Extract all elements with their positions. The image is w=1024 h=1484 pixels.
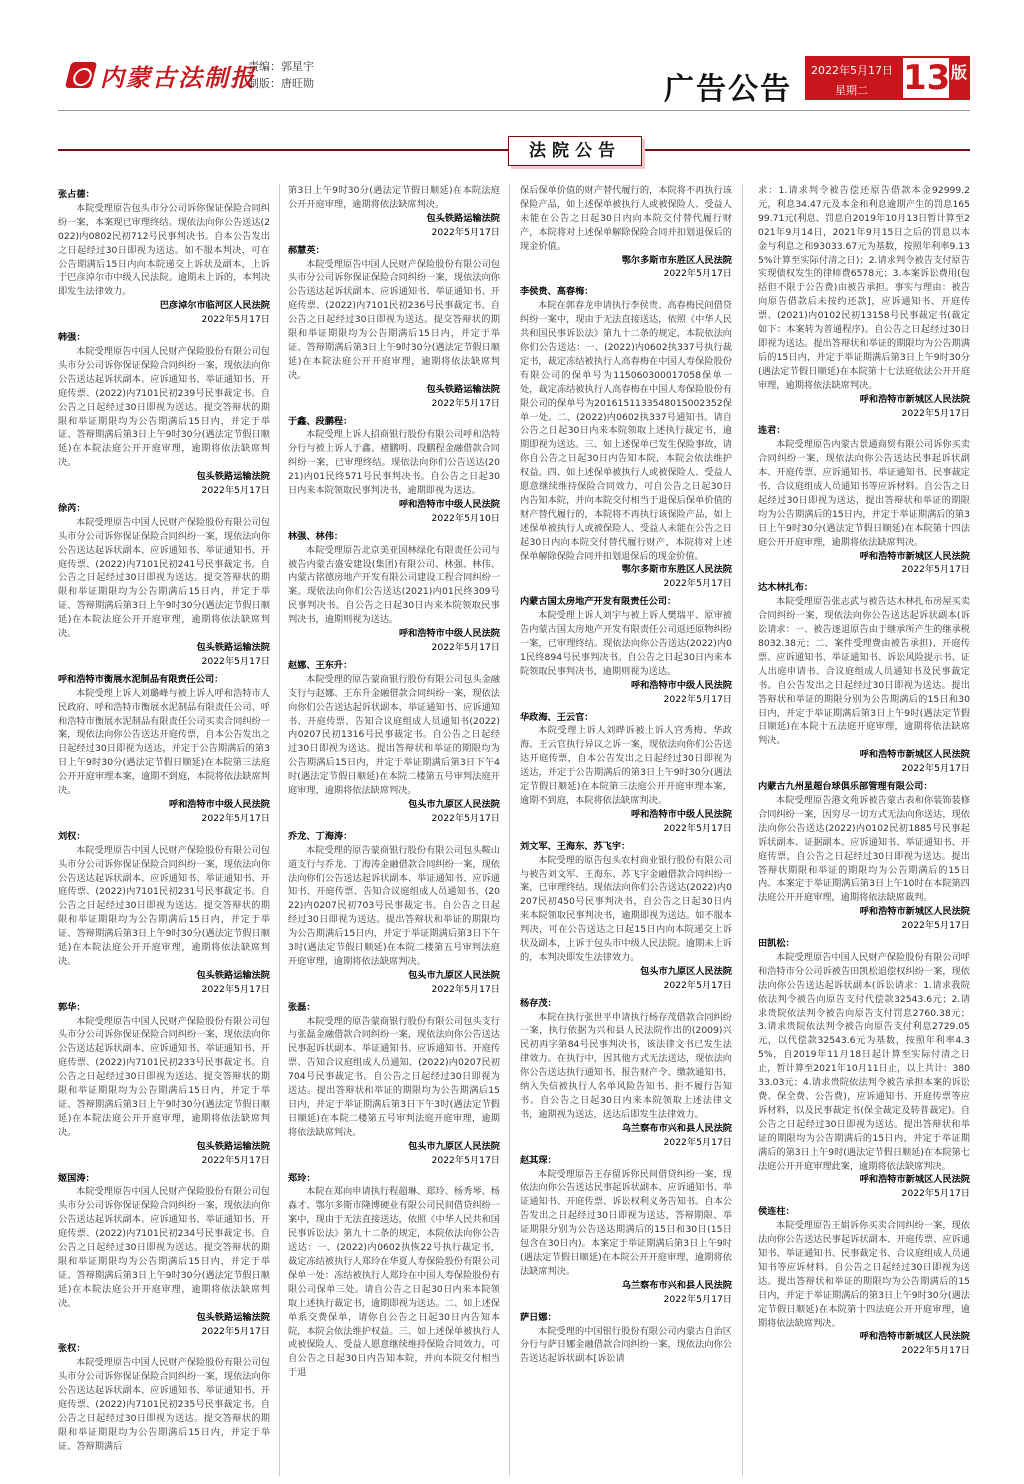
notice-body: 本院受理原告中国人民财产保险股份有限公司包头市分公司诉你保证保险合同纠纷一案，现依法向你公告送达起诉状副本、应诉通知书、举证通知书、开庭传票、(2022)内7101民初231号民事裁定书。自公告之日起经过30日即视为送达。提交答辩状的期限和举证期限均为公告期满后15日内，并定于举证、答辩期满后第3日上午9时30分(遇法定节假日顺延)在本院法庭公开开庭审理，逾期将依法缺席判决。 — [58, 844, 270, 967]
notice-recipient: 刘权： — [58, 830, 86, 842]
notice-date: 2022年5月17日 — [901, 920, 970, 932]
notice-date: 2022年5月17日 — [201, 1154, 270, 1166]
section-banner — [58, 134, 970, 168]
notice-body: 本院受理上诉人刘宇与被上诉人樊瑞平、原审被告内蒙古国太房地产开发有限责任公司返还原物纠纷一案，已审理终结。现依法向你公告送达(2022)内01民终894号民事判决书。自公告之日起30日内来本院领取民事判决书，逾期则视为送达。 — [520, 610, 732, 677]
issue-date: 2022年5月17日 — [811, 64, 893, 77]
notice-date: 2022年5月17日 — [663, 268, 732, 280]
issuing-court: 呼和浩特市新城区人民法院 — [859, 906, 970, 918]
issuing-court: 呼和浩特市中级人民法院 — [168, 798, 270, 810]
notice-date: 2022年5月17日 — [201, 812, 270, 824]
newspaper-masthead — [68, 58, 256, 92]
notice-date: 2022年5月10日 — [431, 512, 500, 524]
notice-body: 保后保单价值的财产替代履行的，本院将不再执行该保险产品，如上述保单被执行人或被保险人、受益人未能在公告之日起30日内向本院交付替代履行财产，本院将对上述保单解除保险合同并扣划退保后的现金价值。 — [520, 185, 732, 252]
notice-body: 本院受理原告内蒙古景通商贸有限公司诉你买卖合同纠纷一案，现依法向你公告送达民事起诉状副本、开庭传票、应诉通知书、举证通知书、民事裁定书、合议庭组成人员通知书等应诉材料。自公告之日起经过30日即视为送达，提出答辩状和举证的期限均为公告期满后的15日内，并定于举证期满后的第3日上午9时30分(遇法定节假日顺延)在本院第十四法庭公开开庭审理，逾期将依法缺席判决。 — [758, 439, 970, 548]
layout-maker: 制版：唐旺勋 — [248, 77, 314, 90]
page-unit: 版 — [951, 63, 968, 82]
notice-recipient: 徐芮： — [58, 502, 86, 514]
notice-date: 2022年5月17日 — [201, 485, 270, 497]
page-number: 13 — [903, 58, 951, 98]
notice-recipient: 内蒙古九州星超台球俱乐部管理有限公司： — [758, 781, 933, 793]
issuing-court: 鄂尔多斯市东胜区人民法院 — [621, 254, 732, 266]
notice-body: 本院受理原告中国人民财产保险股份有限公司呼和浩特市分公司诉被告田凯松追偿权纠纷一案，现依法向你公告送达起诉状副本(诉讼请求：1.请求我院依法判令被告向原告支付代偿款32543.6元；2.请求贵院依法判令被告向原告支付罚息2760.38元；3.请求贵院依法判令被告向原告支付利息2729.05元，以代偿款32543.6元为基数，按照年利率4.35%，自2019年11月18日起计算至实际付清之日止，暂计算至2021年10月11日止，以上共计：38033.03元；4.请求贵院依法判令被告承担本案的诉讼费、保全费、公告费)，应诉通知书、开庭传票等应诉材料，以及民事裁定书(保全裁定及转普裁定)。自公告之日起经过30日即视为送达。提出答辩状和举证的期限均为公告期满后的15日内，并定于举证期满后的第3日上午9时(遇法定节假日顺延)在本院第七法庭公开开庭审理此案，逾期将依法缺席判决。 — [758, 951, 970, 1172]
issuing-court: 包头铁路运输法院 — [196, 969, 270, 981]
notice-recipient: 于鑫、段鹏程： — [288, 415, 353, 427]
issuing-court: 巴彦淖尔市临河区人民法院 — [159, 300, 270, 312]
issuing-court: 包头铁路运输法院 — [426, 212, 500, 224]
issuing-court: 包头市九原区人民法院 — [408, 969, 500, 981]
notice-date: 2022年5月17日 — [431, 812, 500, 824]
notice-recipient: 张权： — [58, 1343, 86, 1355]
notice-recipient: 内蒙古国太房地产开发有限责任公司： — [520, 596, 677, 608]
issuing-court: 乌兰察布市兴和县人民法院 — [621, 1279, 732, 1291]
issuing-court: 包头铁路运输法院 — [196, 642, 270, 653]
notice-date: 2022年5月17日 — [663, 979, 732, 991]
notice-recipient: 赵娜、王东升： — [288, 659, 353, 671]
issuing-court: 包头铁路运输法院 — [426, 383, 500, 395]
notice-body: 本院受理原告王存留诉你民间借贷纠纷一案，现依法向你公告送达民事起诉状副本、应诉通知书、举证通知书、开庭传票、诉讼权利义务告知书。自本公告发出之日起经过30日即视为送达，答辩期限、举证期限分别为公告送达期满后的15日和30日(15日包含在30日内)。本案定于举证期满后第3日上午9时(遇法定节假日顺延)在本院公开开庭审理，逾期将依法缺席判决。 — [520, 1168, 732, 1277]
issuing-court: 包头铁路运输法院 — [196, 471, 270, 483]
date-page-box — [805, 56, 970, 100]
notice-recipient: 萨日娜： — [520, 1311, 557, 1323]
notice-body: 本院在郑向申请执行程超琳、郑玲、杨秀琴、杨淼才、鄂尔多斯市隆博硬业有限公司民间借贷纠纷一案中，现由于无法直接送达，依照《中华人民共和国民事诉讼法》第九十二条的规定，本院依法向你公告送达：一、(2022)内0602执恢22号执行裁定书，裁定冻结被执行人郑玲在华夏人寿保险股份有限公司保单一处：冻结被执行人郑玲在中国人寿保险股份有限公司保单三处。请自公告之日起30日内来本院领取上述执行裁定书，逾期即视为送达。二、如上述保单系交费保单，请你自公告之日起30日内告知本院，本院会依法维护权益。三、如上述保单被执行人或被保险人、受益人愿意继续维持保险合同效力，可自公告之日起30日内告知本院，并向本院交付相当于退 — [288, 1186, 500, 1379]
notice-date: 2022年5月17日 — [901, 1188, 970, 1200]
notice-recipient: 郑玲： — [288, 1172, 316, 1184]
notice-recipient: 呼和浩特市衡展水泥制品有限责任公司： — [58, 673, 224, 685]
issuing-court: 呼和浩特市中级人民法院 — [630, 679, 732, 691]
issuing-court: 呼和浩特市中级人民法院 — [398, 628, 500, 640]
notice-body: 本院受理的中国银行股份有限公司内蒙古自治区分行与萨日娜金融借款合同纠纷一案，现依法向你公告送达起诉状副本[诉讼请 — [520, 1325, 732, 1365]
notice-recipient: 张占德： — [58, 189, 95, 200]
notice-body: 本院受理上诉人招商银行股份有限公司呼和浩特分行与被上诉人于鑫、褚鹏明、段鹏程金融借款合同纠纷一案，已审理终结。现依法向你们公告送达(2021)内01民终571号民事判决书。自公告之日起30日内来本院领取民事判决书，逾期即视为送达。 — [288, 429, 500, 497]
notice-recipient: 刘文军、王海东、苏飞宇： — [520, 840, 631, 852]
issuing-court: 包头市九原区人民法院 — [408, 1140, 500, 1152]
notice-recipient: 华政海、王云官： — [520, 711, 594, 723]
page-header — [0, 0, 1024, 112]
column-divider — [509, 184, 510, 1476]
notice-date: 2022年5月17日 — [431, 642, 500, 653]
notice-body: 本院受理的原告蒙商银行股份有限公司包头金融支行与赵娜、王东升金融借款合同纠纷一案，现依法向你们公告送达起诉状副本、举证通知书、应诉通知书、开庭传票、告知合议庭组成人员通知书(2022)内0207民初1316号民事裁定书。自公告之日起经过30日即视为送达。提出答辩状和举证的期限均为公告期满后15日内，并定于举证期满后第3日下午4时(遇法定节假日顺延)在本院二楼第五号审判法庭开庭审理，逾期将依法缺席判决。 — [288, 673, 500, 797]
notice-recipient: 张磊： — [288, 1001, 316, 1013]
issuing-court: 呼和浩特市新城区人民法院 — [859, 1174, 970, 1186]
issuing-court: 呼和浩特市新城区人民法院 — [859, 749, 970, 761]
notice-recipient: 李侯贵、高春梅： — [520, 286, 594, 298]
issuing-court: 呼和浩特市中级人民法院 — [398, 498, 500, 510]
notice-date: 2022年5月17日 — [201, 983, 270, 995]
notice-body: 本院受理原告张志武与被告达木林扎布房屋买卖合同纠纷一案，现依法向你公告送达起诉状副本(诉讼请求：一、被告逐退原告由于继承所产生的继承税8032.38元；二、案件受理费由被告承担)、开庭传票、应诉通知书、举证通知书、诉讼风险提示书、证人出庭申请书、合议庭组成人员通知书及民事裁定书。自公告发出之日起经过30日即视为送达。提出答辩状和举证的期限分别为公告期满后的15日和30日内，并定于举证期满后第3日上午9时(遇法定节假日顺延)在本院十五法庭开庭审理，逾期将依法缺席判决。 — [758, 596, 970, 747]
section-title: 广告公告 — [664, 72, 792, 107]
notice-body: 第3日上午9时30分(遇法定节假日顺延)在本院法庭公开开庭审理，逾期将依法缺席判决。 — [288, 185, 500, 210]
issuing-court: 乌兰察布市兴和县人民法院 — [621, 1122, 732, 1134]
notice-column-3 — [520, 184, 732, 1476]
editor: 责编：郭星宇 — [248, 60, 314, 73]
notice-body: 本院受理原告王娟诉你买卖合同纠纷一案，现依法向你公告送达民事起诉状副本、开庭传票、应诉通知书、举证通知书、民事裁定书、合议庭组成人员通知书等应诉材料。自公告之日起经过30日即视为送达。提出答辩状和举证的期限均为公告期满后的15日内，并定于举证期满后的第3日上午9时30分(遇法定节假日顺延)在本院第十四法庭公开开庭审理，逾期将依法缺席判决。 — [758, 1220, 970, 1329]
notice-recipient: 韩强： — [58, 332, 86, 344]
notice-recipient: 侯连柱： — [758, 1206, 795, 1218]
notice-date: 2022年5月17日 — [901, 1345, 970, 1357]
column-divider — [279, 184, 280, 1476]
notice-body: 本院受理原告中国人民财产保险股份有限公司包头市分公司诉你保证保险合同纠纷一案，现依法向你公告送达起诉状副本、应诉通知书、举证通知书、开庭传票、(2022)内7101民初241号民事裁定书。自公告之日起经过30日即视为送达。提交答辩状的期限和举证期限均为公告期满后15日内，并定于举证、答辩期满后第3日上午9时30分(遇法定节假日顺延)在本院法庭公开开庭审理，逾期将依法缺席判决。 — [58, 516, 270, 640]
brand-name: 内蒙古法制报 — [100, 62, 256, 92]
notice-date: 2022年5月17日 — [663, 822, 732, 834]
notice-body: 本院受理原告中国人民财产保险股份有限公司包头市分公司诉你保证保险合同纠纷一案，现依法向你公告送达起诉状副本、应诉通知书、举证通知书、开庭传票、(2022)内7101民初235号民事裁定书。自公告之日起经过30日即视为送达。提交答辩状的期限和举证期限均为公告期满后15日内，并定于举证、答辩期满后 — [58, 1357, 270, 1452]
notice-recipient: 乔龙、丁海涛： — [288, 830, 353, 842]
notice-body: 本院在执行张世平申请执行杨存茂借款合同纠纷一案，执行依据为兴和县人民法院作出的(2009)兴民初再字第84号民事判决书，该法律文书已发生法律效力。在执行中，因其他方式无法送达，现依法向你公告送达执行通知书、报告财产令、缴款通知书、纳入失信被执行人名单风险告知书、拒不履行告知书。自公告之日起30日内来本院领取上述法律文书，逾期视为送达，送达后即发生法律效力。 — [520, 1011, 732, 1120]
notice-recipient: 赵其琛： — [520, 1154, 557, 1166]
banner-title: 法院公告 — [508, 136, 642, 166]
notice-recipient: 杨存茂： — [520, 997, 557, 1009]
notice-body: 求：1.请求判令被告偿还原告借款本金92999.2元，利息34.47元及本金和利息逾期产生的罚息16599.71元(利息、罚息自2019年10月13日暂计算至2021年9月14日，2021年9月15日之后的罚息以本金与利息之和93033.67元为基数，按照年利率9.135%计算至实际付清之日)；2.请求判令被告支付原告实现债权发生的律师费6578元；3.本案诉讼费用(包括但不限于公告费)由被告承担。事实与理由：被告向原告借款后未按约还款]，应诉通知书、开庭传票、(2021)内0102民初13158号民事裁定书(裁定如下：本案转为普通程序)。自公告之日起经过30日即视为送达。提出答辩状和举证的期限均为公告期满后的15日内，并定于举证期满后第3日上午9时30分(遇法定节假日顺延)在本院第十七法庭依法公开开庭审理，逾期将依法缺席判决。 — [758, 185, 970, 391]
notice-body: 本院受理的原告蒙商银行股份有限公司包头支行与张磊金融借款合同纠纷一案，现依法向你公告送达民事起诉状副本、举证通知书、应诉通知书、开庭传票、告知合议庭组成人员通知、(2022)内0207民初704号民事裁定书。自公告之日起经过30日即视为送达。提出答辩状和举证的期限均为公告期满后15日内，并定于举证期满后第3日下午3时(遇法定节假日顺延)在本院二楼第五号审判法庭开庭审理，逾期将依法缺席判决。 — [288, 1015, 500, 1138]
notice-body: 本院在郭春龙申请执行李侯贵、高春梅民间借贷纠纷一案中，现由于无法直接送达，依照《中华人民共和国民事诉讼法》第九十二条的规定，本院依法向你们公告送达：一、(2022)内0602执337号执行裁定书，裁定冻结被执行人高春梅在中国人寿保险股份有限公司的保单号为115060300017058保单一处，裁定冻结被执行人高春梅在中国人寿保险股份有限公司的保单号为2016151133548015002352保单一处。二、(2022)内0602执337号通知书。请自公告之日起30日内来本院领取上述执行裁定书，逾期即视为送达。三、如上述保单已发生保险事故，请你自公告之日起30日内告知本院，本院会依法维护权益。四、如上述保单被执行人或被保险人、受益人愿意继续维持保险合同效力，可自公告之日起30日内告知本院，并向本院交付相当于退保后保单价值的财产替代履行的，本院将不再执行该保险产品，如上述保单被执行人或被保险人、受益人未能在公告之日起30日内向本院交付替代履行财产，本院将对上述保单解除保险合同并扣划退保后的现金价值。 — [520, 300, 732, 562]
issuing-court: 包头铁路运输法院 — [196, 1140, 270, 1152]
issuing-court: 包头市九原区人民法院 — [408, 798, 500, 810]
issuing-court: 包头铁路运输法院 — [196, 1311, 270, 1323]
issuing-court: 鄂尔多斯市东胜区人民法院 — [621, 564, 732, 576]
issuing-court: 包头市九原区人民法院 — [640, 965, 732, 977]
notice-body: 本院受理的原告蒙商银行股份有限公司包头鞍山道支行与乔龙、丁海涛金融借款合同纠纷一案，现依法向你们公告送达起诉状副本、举证通知书、应诉通知书、开庭传票、告知合议庭组成人员通知书、(2022)内0207民初703号民事裁定书。自公告之日起经过30日即视为送达。提出答辩状和举证的期限均为公告期满后15日内，并定于举证期满后第3日下午3时(遇法定节假日顺延)在本院二楼第五号审判法庭开庭审理，逾期将依法缺席判决。 — [288, 844, 500, 967]
notice-date: 2022年5月17日 — [201, 1325, 270, 1337]
column-divider — [742, 184, 743, 1476]
notice-body: 本院受理原告中国人民财产保险股份有限公司包头市分公司诉你保证保险合同纠纷一案，现依法向你公告送达起诉状副本、应诉通知书、举证通知书、开庭传票、(2022)内7101民初234号民事裁定书。自公告之日起经过30日即视为送达。提交答辩状的期限和举证期限均为公告期满后15日内，并定于举证、答辩期满后第3日上午9时30分(遇法定节假日顺延)在本院法庭公开开庭审理，逾期将依法缺席判决。 — [58, 1186, 270, 1309]
issue-weekday: 星期二 — [835, 84, 868, 97]
notice-date: 2022年5月17日 — [663, 693, 732, 705]
notice-recipient: 达木林扎布： — [758, 582, 814, 594]
notice-body: 本院受理原告中国人民财产保险股份有限公司包头市分公司诉你保证保险合同纠纷一案，现依法向你公告送达起诉状副本、应诉通知书、举证通知书、开庭传票、(2022)内7101民初236号民事裁定书。自公告之日起经过30日即视为送达。提交答辩状的期限和举证期限均为公告期满后15日内，并定于举证、答辩期满后第3日上午9时30分(遇法定节假日顺延)在本院法庭公开开庭审理，逾期将依法缺席判决。 — [288, 258, 500, 381]
notice-date: 2022年5月17日 — [901, 763, 970, 775]
notice-date: 2022年5月17日 — [901, 407, 970, 419]
notice-recipient: 林强、林伟： — [288, 530, 344, 542]
notice-recipient: 郭华： — [58, 1001, 86, 1013]
notice-recipient: 姬国涛： — [58, 1172, 95, 1184]
notice-body: 本院受理原告中国人民财产保险股份有限公司包头市分公司诉你保证保险合同纠纷一案，现依法向你公告送达起诉状副本、应诉通知书、举证通知书、开庭传票、(2022)内7101民初239号民事裁定书。自公告之日起经过30日即视为送达。提交答辩状的期限和举证期限均为公告期满后15日内，并定于举证、答辩期满后第3日上午9时30分(遇法定节假日顺延)在本院法庭公开开庭审理，逾期将依法缺席判决。 — [58, 345, 270, 469]
logo-icon — [65, 62, 97, 88]
notice-body: 本院受理原告包头市分公司诉你保证保险合同纠纷一案，本案现已审理终结。现依法向你公告送达(2022)内0802民初712号民事判决书。自本公告发出之日起经过30日即视为送达。如不服本判决，可在公告期满后15日内向本院递交上诉状及副本，上诉于巴彦淖尔市中级人民法院。逾期未上诉的，本判决即发生法律效力。 — [58, 202, 270, 298]
notice-date: 2022年5月17日 — [663, 1136, 732, 1148]
issuing-court: 呼和浩特市新城区人民法院 — [859, 550, 970, 562]
notice-body: 本院受理的原告包头农村商业银行股份有限公司与被告刘文军、王海东、苏飞宇金融借款合同纠纷一案，已审理终结。现依法向你们公告送达(2022)内0207民初450号民事判决书，自公告之日起30日内来本院领取民事判决书，逾期即视为送达。如不服本判决，可在公告送达之日起15日内向本院递交上诉状及副本，上诉于包头市中级人民法院。逾期未上诉的，本判决即发生法律效力。 — [520, 854, 732, 963]
notice-recipient: 连君： — [758, 425, 786, 437]
notice-date: 2022年5月17日 — [201, 314, 270, 326]
notice-date: 2022年5月17日 — [431, 983, 500, 995]
editor-credits — [248, 58, 314, 92]
notice-column-2 — [288, 184, 500, 1476]
notice-date: 2022年5月17日 — [431, 397, 500, 409]
issuing-court: 呼和浩特市新城区人民法院 — [859, 393, 970, 405]
notice-body: 本院受理上诉人刘晔诉被上诉人宫秀梅、华政海、王云官执行异议之诉一案，现依法向你们公告送达开庭传票，自本公告发出之日起经过30日即视为送达，并定于公告期满后的第3日上午9时30分(遇法定节假日顺延)在本院第三法庭公开开庭审理本案，逾期不到庭，本院将依法缺席判决。 — [520, 725, 732, 806]
notice-body: 本院受理原告港文苑诉被告蒙古表和你装饰装修合同纠纷一案，因穷尽一切方式无法向你送达，现依法向你公告送达(2022)内0102民初1885号民事起诉状副本、证据副本、应诉通知书、举证通知书、开庭传票，自公告之日起经过30日即视为送达。提出答辩状期限和举证的期限均为公告期满后的15日内。本案定于举证期满后第3日上午10时在本院第四法庭公开开庭审理，逾期将依法缺席裁判。 — [758, 794, 970, 904]
notice-recipient: 郝慧英： — [288, 244, 325, 256]
notice-date: 2022年5月17日 — [901, 564, 970, 576]
notice-column-4 — [758, 184, 970, 1476]
notice-column-1 — [58, 184, 270, 1476]
header-rule — [58, 110, 970, 111]
issuing-court: 呼和浩特市新城区人民法院 — [859, 1331, 970, 1343]
issuing-court: 呼和浩特市中级人民法院 — [630, 808, 732, 820]
notice-date: 2022年5月17日 — [663, 578, 732, 590]
notice-body: 本院受理原告中国人民财产保险股份有限公司包头市分公司诉你保证保险合同纠纷一案，现依法向你公告送达起诉状副本、应诉通知书、举证通知书、开庭传票、(2022)内7101民初233号民事裁定书。自公告之日起经过30日即视为送达。提交答辩状的期限和举证期限均为公告期满后15日内，并定于举证、答辩期满后第3日上午9时30分(遇法定节假日顺延)在本院法庭公开开庭审理，逾期将依法缺席判决。 — [58, 1015, 270, 1138]
notice-body: 本院受理上诉人刘璐峰与被上诉人呼和浩特市人民政府、呼和浩特市衡展水泥制品有限责任公司、呼和浩特市衡展水泥制品有限责任公司买卖合同纠纷一案，现依法向你公告送达开庭传票，自本公告发出之日起经过30日即视为送达，并定于公告期满后的第3日上午9时30分(遇法定节假日顺延)在本院第三法庭公开开庭审理本案，逾期不到庭，本院将依法缺席判决。 — [58, 687, 270, 797]
notice-body: 本院受理原告北京美亚国林绿化有限责任公司与被告内蒙古盛安建设(集团)有限公司、林强、林伟、内蒙古铭德房地产开发有限公司建设工程合同纠纷一案。现依法向你们公告送达(2021)内01民终309号民事判决书。自公告之日起30日内来本院领取民事判决书，逾期则视为送达。 — [288, 544, 500, 626]
notice-date: 2022年5月17日 — [431, 1154, 500, 1166]
notice-date: 2022年5月17日 — [201, 655, 270, 667]
notice-date: 2022年5月17日 — [431, 226, 500, 238]
notice-recipient: 田凯松： — [758, 938, 795, 950]
notice-date: 2022年5月17日 — [663, 1293, 732, 1305]
